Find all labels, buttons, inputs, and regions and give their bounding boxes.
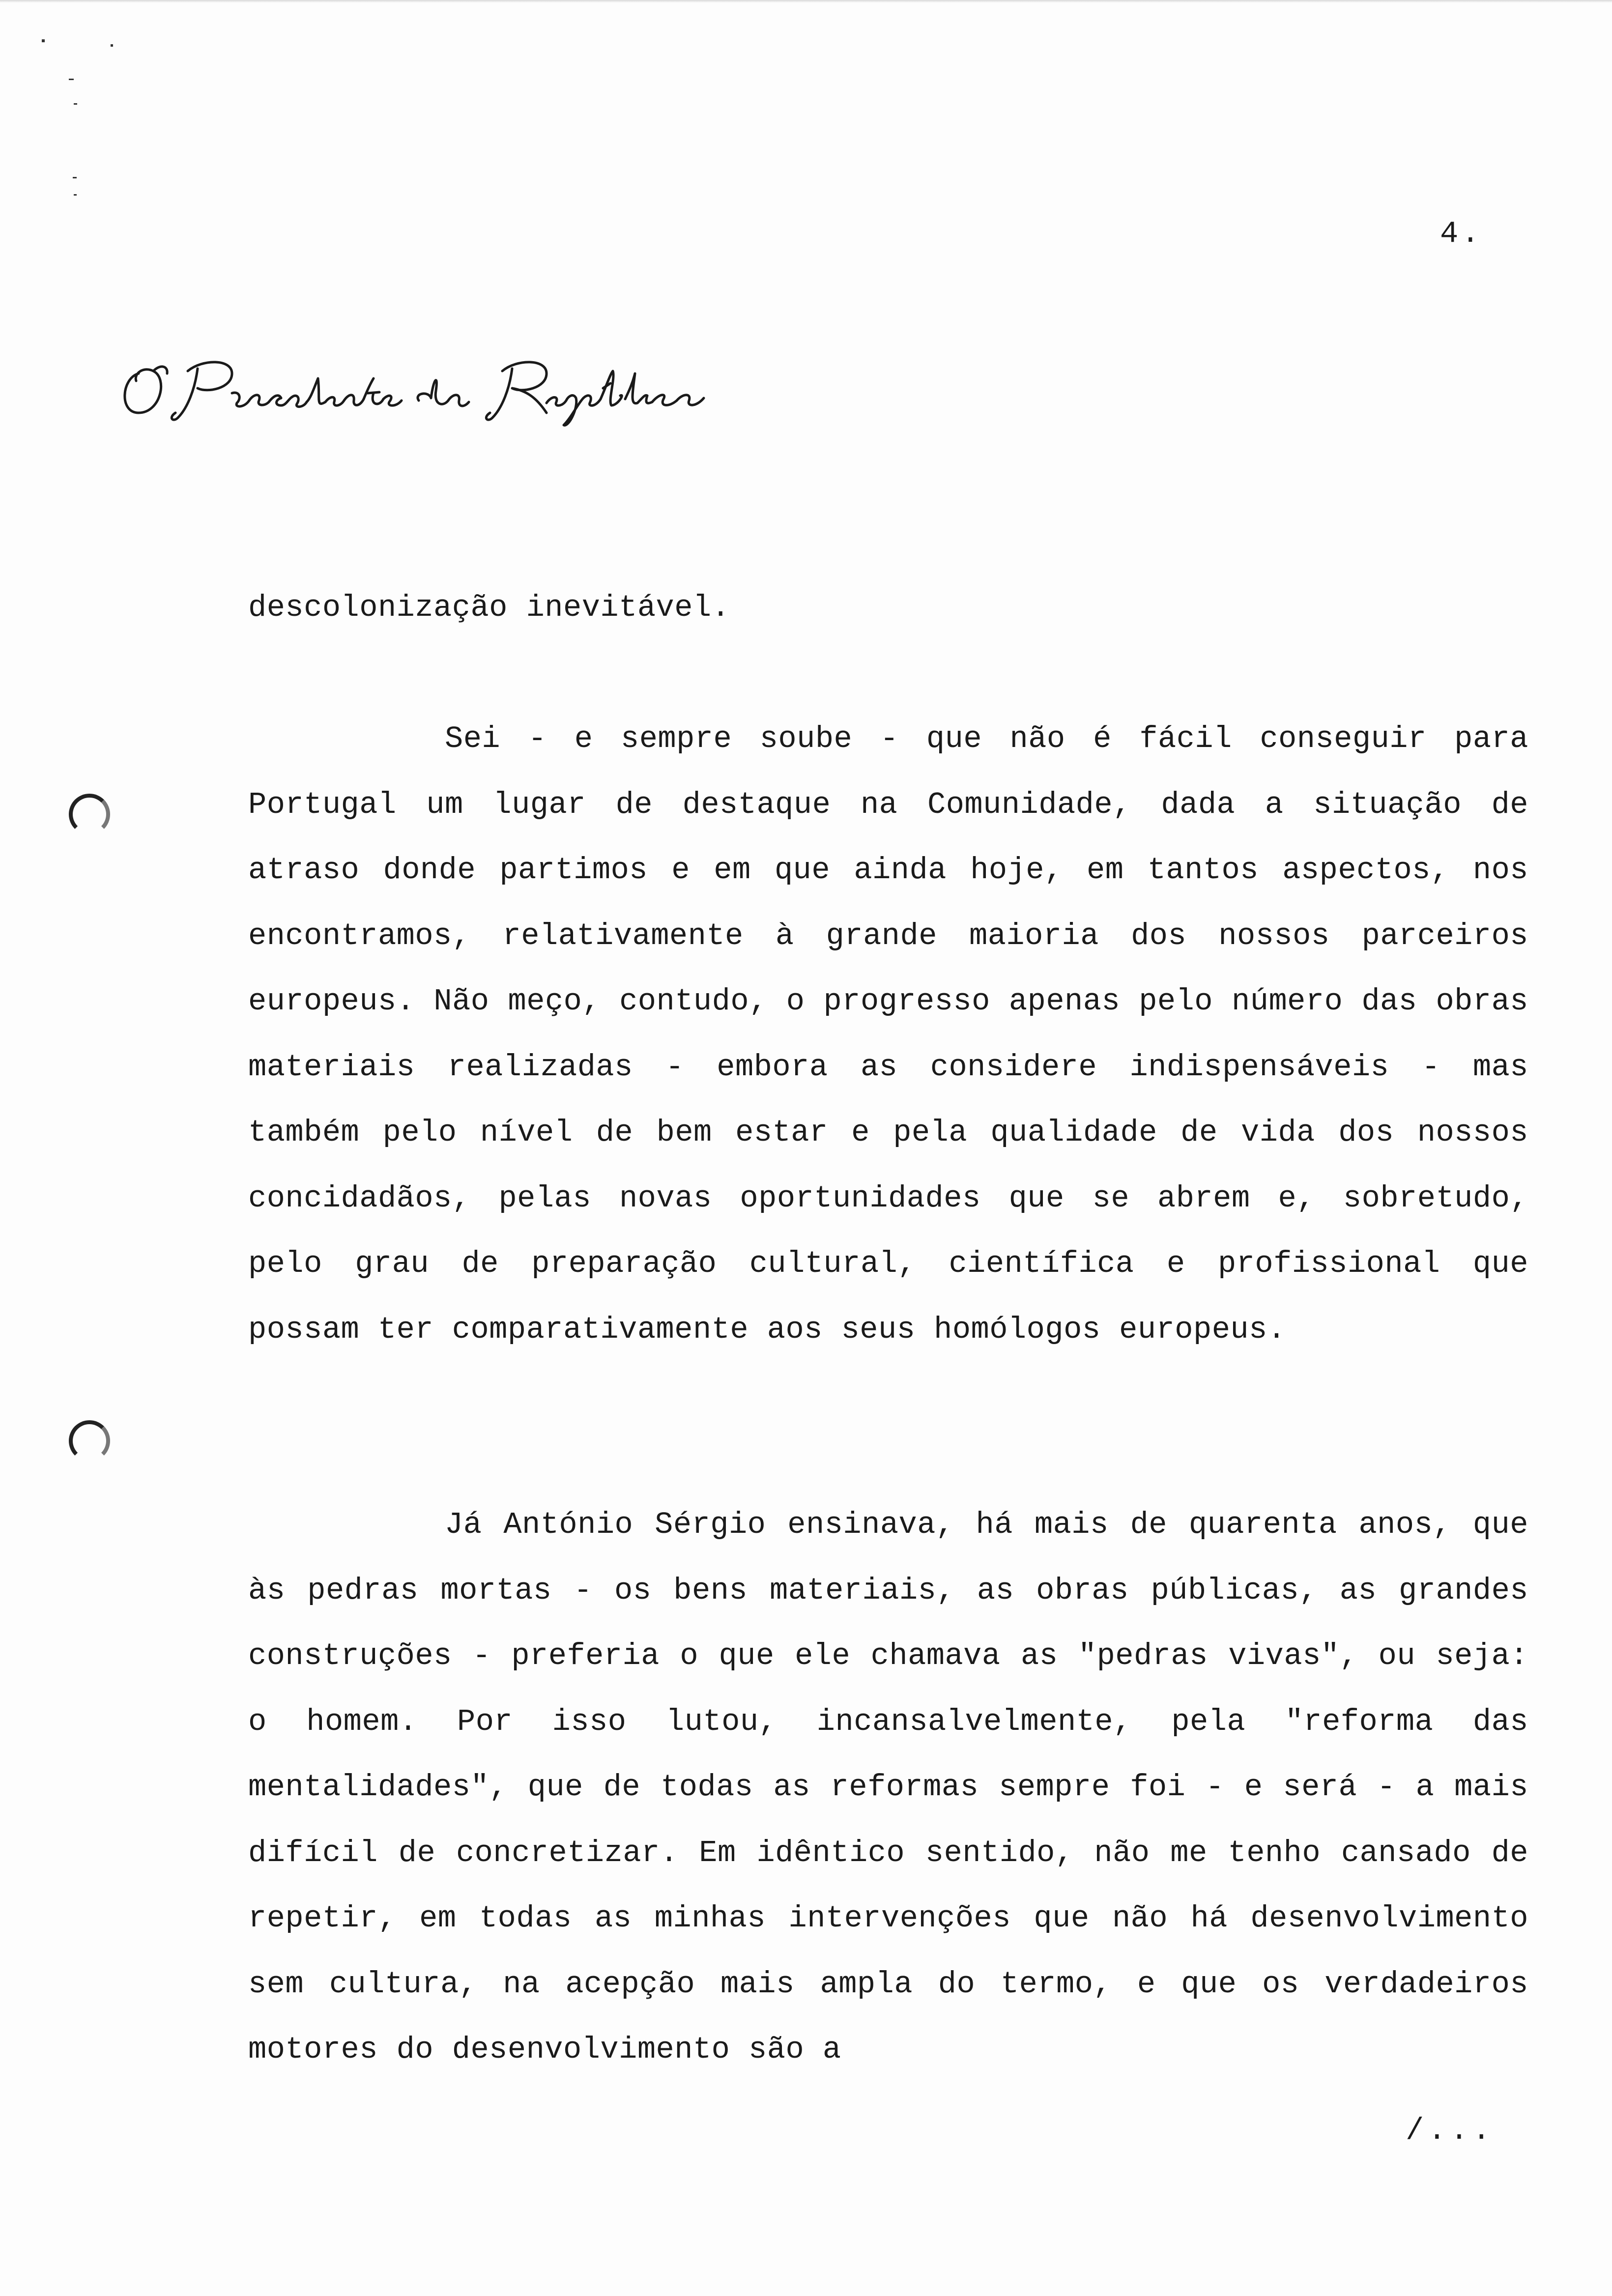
body-paragraph: Já António Sérgio ensinava, há mais de quarenta anos, que às pedras mortas - os bens materiais, as obras públicas, as grandes construções - preferia o que ele chamava as "pedras vivas", ou seja: o homem. Por isso lutou, incansalvelmente, pela "reforma das mentalidades", que de todas as reformas sempre foi - e será - a mais difícil de concretizar. Em idêntico sentido, não me tenho cansado de repetir, em todas as minhas intervenções que não há desenvolvimento sem cultura, na acepção mais ampla do termo, e que os verdadeiros motores do desenvolvimento são a — [248, 1507, 1528, 2067]
scan-speck — [42, 39, 45, 42]
page-number: 4. — [1440, 216, 1483, 251]
continuation-mark: /... — [1406, 2113, 1495, 2148]
body-paragraph: Sei - e sempre soube - que não é fácil conseguir para Portugal um lugar de destaque na Comunidade, dada a situação de atraso donde partimos e em que ainda hoje, em tantos aspectos, nos encontramos, relativamente à grande maioria dos nossos parceiros europeus. Não meço, contudo, o progresso apenas pelo número das obras materiais realizadas - embora as considere indispensáveis - mas também pelo nível de bem estar e pela qualidade de vida dos nossos concidadãos, pelas novas oportunidades que se abrem e, sobretudo, pelo grau de preparação cultural, científica e profissional que possam ter comparativamente aos seus homólogos europeus. — [248, 721, 1528, 1347]
punch-hole-top — [69, 794, 110, 835]
scan-speck — [73, 177, 77, 178]
paragraph-second — [248, 706, 1528, 1362]
scan-speck — [69, 79, 74, 80]
paragraph-opening — [248, 575, 1528, 641]
letterhead — [114, 344, 714, 432]
body-paragraph: descolonização inevitável. — [248, 590, 730, 625]
scan-speck — [111, 44, 113, 47]
punch-hole-bottom — [69, 1420, 110, 1462]
letterhead-script-logo — [114, 344, 714, 432]
paragraph-third — [248, 1492, 1528, 2083]
scan-speck — [74, 194, 77, 196]
scan-top-edge — [0, 0, 1612, 3]
scan-speck — [74, 103, 77, 105]
